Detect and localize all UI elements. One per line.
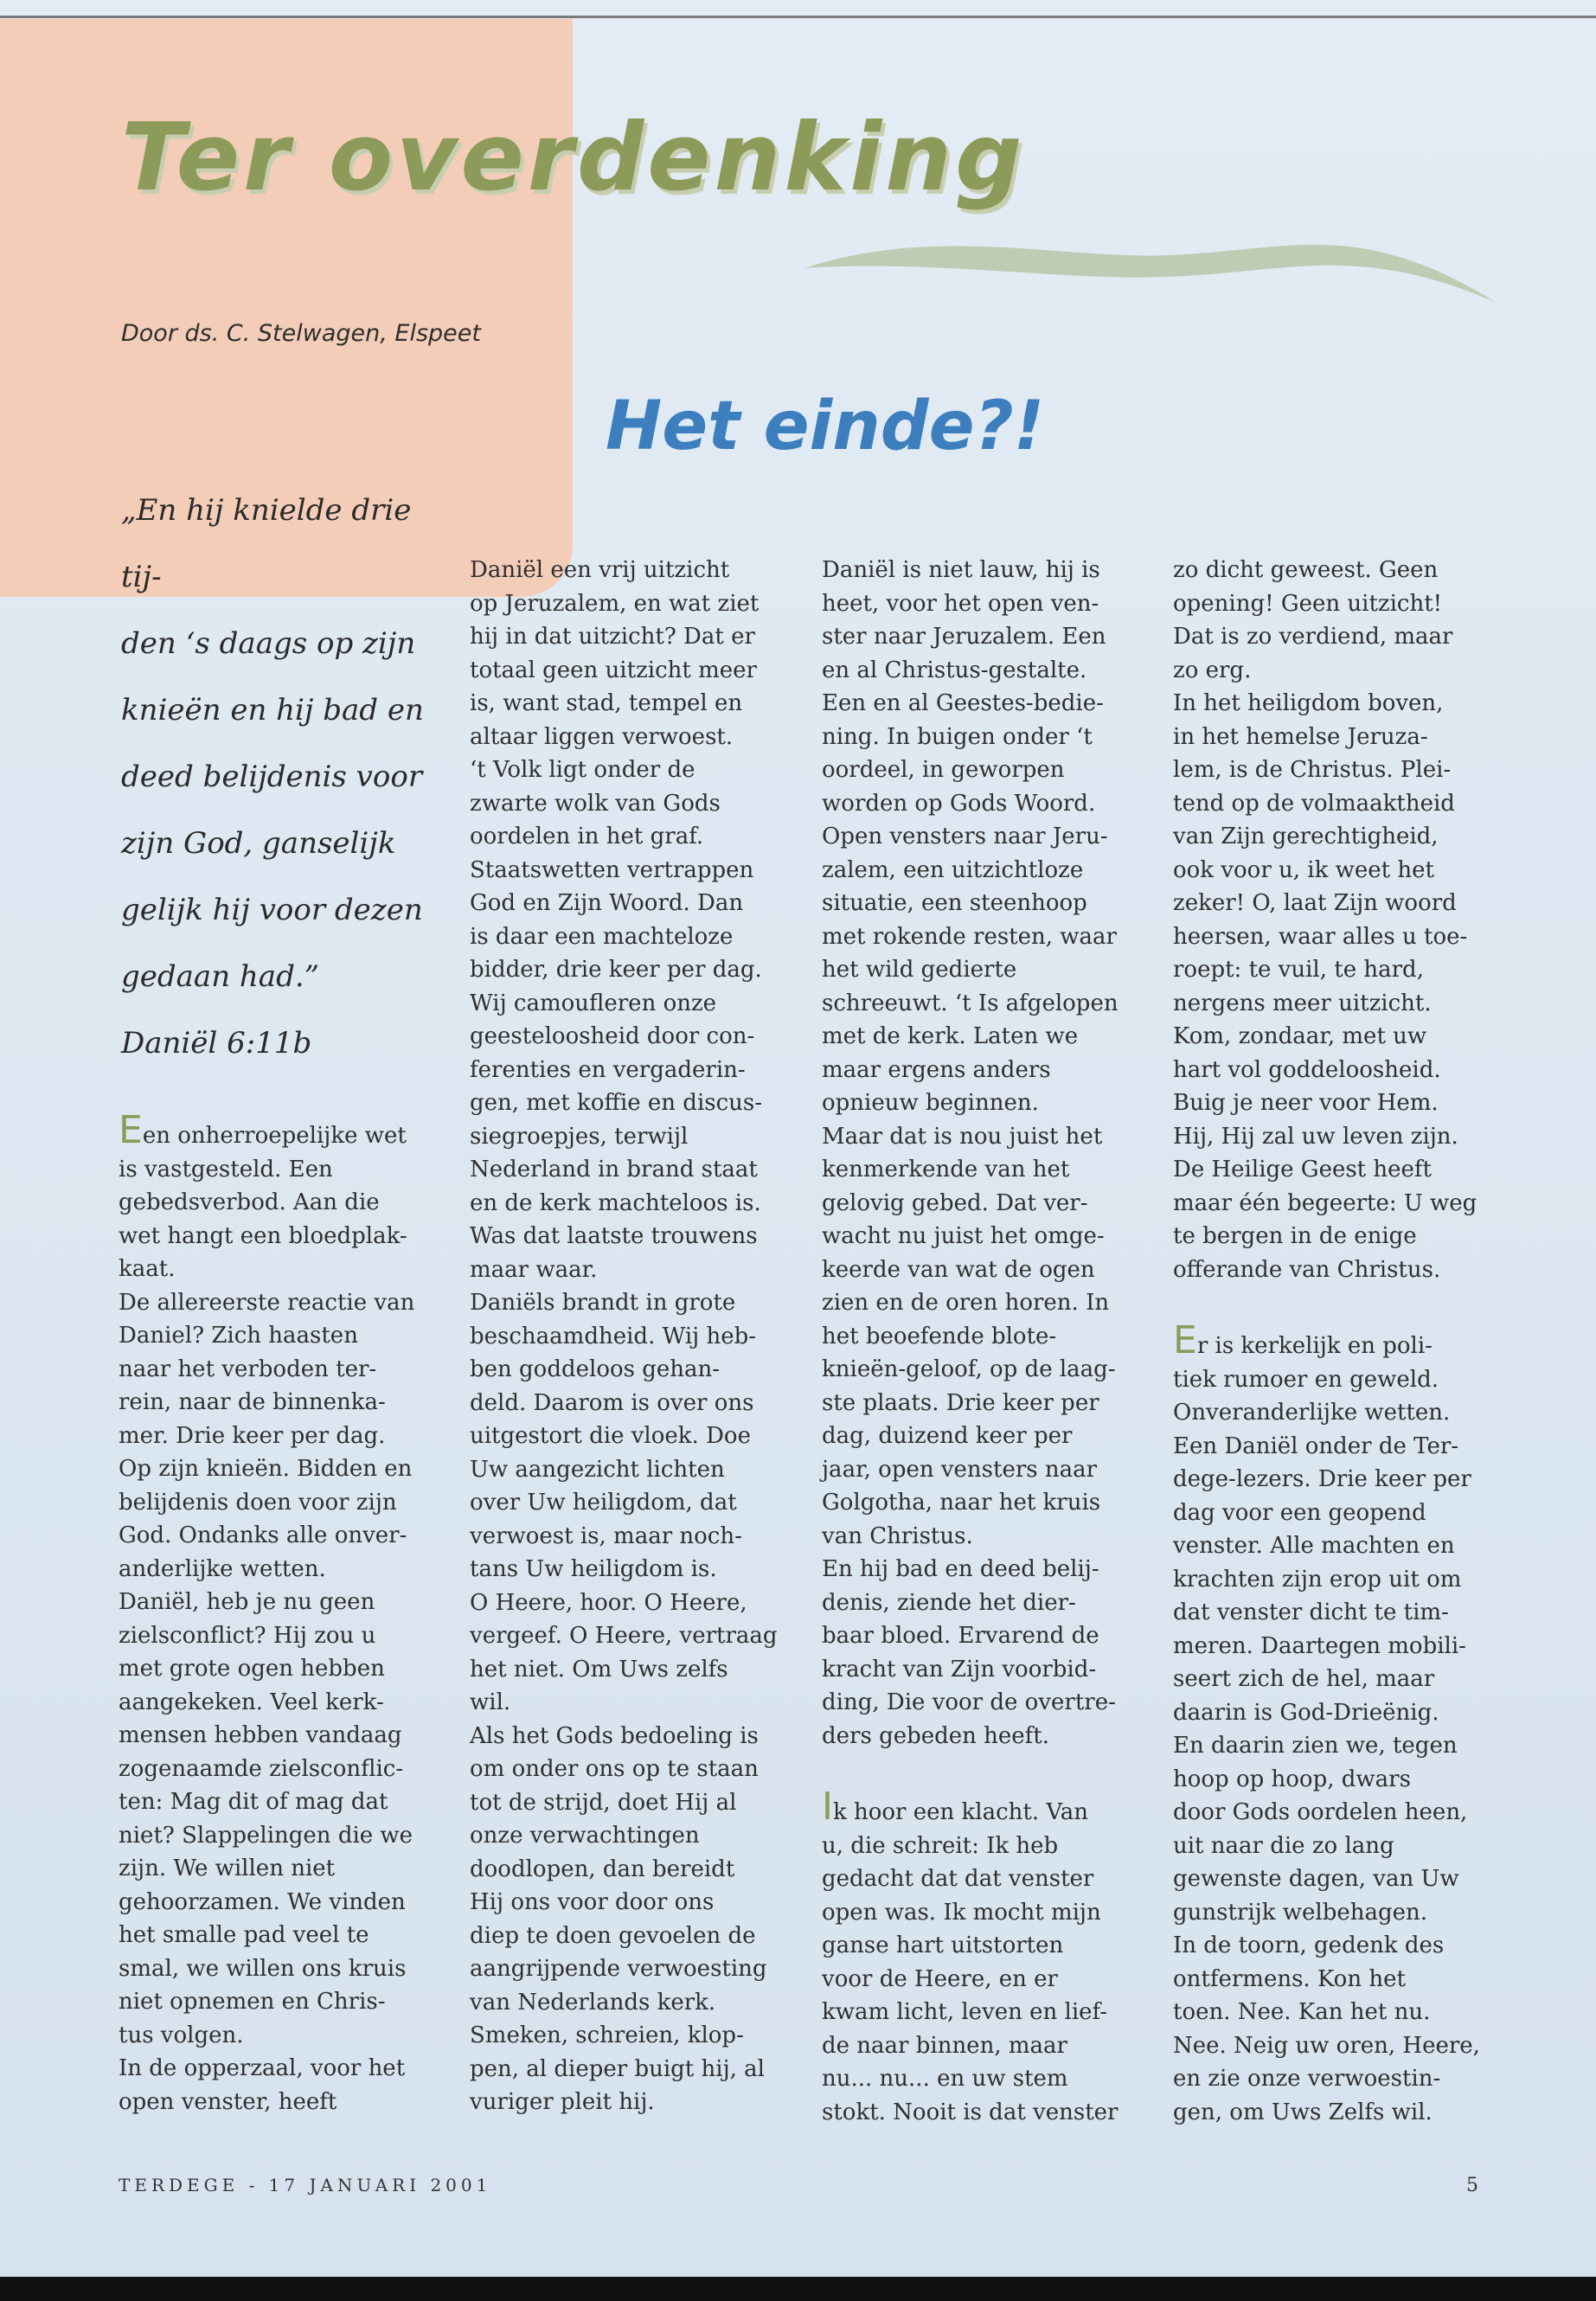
text-line: Daniel? Zich haasten [119,1323,358,1349]
text-line: zo erg. [1173,657,1252,683]
text-line: gen, om Uws Zelfs wil. [1173,2099,1433,2125]
text-line: deld. Daarom is over ons [470,1389,754,1416]
text-line: niet? Slappelingen die we [119,1822,413,1849]
drop-cap: E [119,1108,143,1152]
text-line: Een en al Geestes-bedie- [822,690,1104,716]
page-number: 5 [1466,2175,1478,2196]
text-line: kenmerkende van het [822,1157,1070,1183]
text-line: Dat is zo verdiend, maar [1173,624,1453,650]
text-line: vuriger pleit hij. [470,2089,655,2115]
text-column-1 [119,1108,445,2118]
line-group [822,1830,1149,2130]
text-line: tans Uw heiligdom is. [470,1556,717,1582]
text-line: Uw aangezicht lichten [470,1456,725,1483]
text-line: lem, is de Christus. Plei- [1173,757,1452,783]
text-line: toen. Nee. Kan het nu. [1173,1999,1431,2025]
text-line: ders gebeden heeft. [822,1722,1050,1749]
text-line: situatie, een steenhoop [822,890,1087,916]
line-group [119,1153,445,2119]
text-line: siegroepjes, terwijl [470,1123,689,1150]
text-line: worden op Gods Woord. [822,790,1096,817]
text-line: ning. In buigen onder ‘t [822,723,1093,750]
text-line: bidder, drie keer per dag. [470,957,762,983]
text-line: stokt. Nooit is dat venster [822,2099,1118,2125]
text-line: van Zijn gerechtigheid, [1173,824,1439,849]
text-line: nergens meer uitzicht. [1173,990,1432,1016]
article-title: Het einde?! [606,388,1045,465]
text-line: over Uw heiligdom, dat [470,1490,737,1516]
text-line: naar het verboden ter- [119,1356,377,1382]
text-line: van Christus. [822,1522,973,1549]
text-line: kracht van Zijn voorbid- [822,1656,1097,1682]
text-line: Hij ons voor door ons [470,1889,715,1915]
text-line: in het hemelse Jeruza- [1173,723,1428,750]
text-line: heersen, waar alles u toe- [1173,923,1468,950]
text-line: ten: Mag dit of mag dat [119,1789,388,1815]
text-line: onze verwachtingen [470,1823,700,1849]
text-line: daarin is God-Drieënig. [1173,1699,1439,1726]
text-line: zeker! O, laat Zijn woord [1173,890,1457,916]
text-line: seert zich de hel, maar [1173,1666,1435,1692]
text-line: Daniël, heb je nu geen [119,1589,375,1615]
text-line [119,1108,445,1153]
text-line: Daniëls brandt in grote [470,1290,736,1316]
text-line: maar ergens anders [822,1056,1051,1083]
text-line: anderlijke wetten. [119,1555,326,1582]
text-line: knieën-geloof, op de laag- [822,1356,1116,1382]
text-line: Golgotha, naar het kruis [822,1490,1101,1516]
text-line: maar één begeerte: U weg [1173,1189,1477,1216]
text-line: Open vensters naar Jeru- [822,824,1108,849]
text-line: ding, Die voor de overtre- [822,1689,1116,1715]
text-line [1173,1318,1500,1363]
text-line: En hij bad en deed belij- [822,1556,1099,1582]
text-line: zien en de oren horen. In [822,1290,1110,1316]
text-line: God. Ondanks alle onver- [119,1522,407,1548]
quote-line: gedaan had.” [121,959,320,994]
text-line: schreeuwt. ‘t Is afgelopen [822,990,1118,1016]
top-rule [0,16,1596,18]
text-line: u, die schreit: Ik heb [822,1832,1059,1859]
text-line: ster naar Jeruzalem. Een [822,624,1106,650]
text-line: tiek rumoer en geweld. [1173,1366,1439,1393]
text-line: En daarin zien we, tegen [1173,1733,1458,1759]
text-line: Buig je neer voor Hem. [1173,1090,1439,1116]
text-line: ontfermens. Kon het [1173,1965,1406,1992]
quote-line: „En hij knielde drie tij- [121,493,412,594]
text-line: om onder ons op te staan [470,1756,759,1782]
text-line: en de kerk machteloos is. [470,1189,761,1216]
text-line: open venster, heeft [119,2088,337,2115]
text-line: zo dicht geweest. Geen [1173,557,1439,583]
text-line: totaal geen uitzicht meer [470,657,757,683]
text-line: door Gods oordelen heen, [1173,1799,1468,1825]
text-line: jaar, open vensters naar [822,1456,1098,1483]
footer-publication: TERDEGE - 17 JANUARI 2001 [119,2175,492,2195]
text-line: keerde van wat de ogen [822,1256,1095,1283]
text-line: kwam licht, leven en lief- [822,1999,1108,2025]
text-line: met grote ogen hebben [119,1656,385,1682]
scripture-quote [121,478,441,1077]
text-line: uitgestort die vloek. Doe [470,1423,751,1449]
text-line: hart vol goddeloosheid. [1173,1056,1441,1083]
text-line: ganse hart uitstorten [822,1932,1064,1958]
text-line: is vastgesteld. Een [119,1156,333,1183]
text-column-4 [1173,554,1500,2129]
text-line: roept: te vuil, te hard, [1173,957,1424,983]
text-line: belijdenis doen voor zijn [119,1489,397,1516]
text-line: het niet. Om Uws zelfs [470,1656,728,1682]
text-line: O Heere, hoor. O Heere, [470,1589,747,1616]
line-group [822,554,1149,1753]
text-line: is daar een machteloze [470,923,734,950]
text-line: In de opperzaal, voor het [119,2055,406,2081]
text-line: Nee. Neig uw oren, Heere, [1173,2032,1480,2059]
text-line: krachten zijn erop uit om [1173,1566,1462,1593]
text-line: maar waar. [470,1256,598,1283]
byline: Door ds. C. Stelwagen, Elspeet [121,320,481,347]
text-line: aangrijpende verwoesting [470,1956,767,1982]
text-line: het wild gedierte [822,957,1017,983]
drop-cap: I [822,1785,833,1829]
paragraph-gap [822,1753,1149,1791]
quote-line: gelijk hij voor dezen [121,893,423,927]
text-line: zalem, een uitzichtloze [822,856,1084,883]
text-line: tot de strijd, doet Hij al [470,1789,737,1816]
text-line: opnieuw beginnen. [822,1090,1039,1116]
text-line: van Nederlands kerk. [470,1989,716,2016]
text-line: Staatswetten vertrappen [470,856,754,883]
text-line: Was dat laatste trouwens [470,1223,758,1249]
text-line: het smalle pad veel te [119,1922,369,1948]
text-line: meren. Daartegen mobili- [1173,1632,1466,1659]
text-line: is, want stad, tempel en [470,690,743,716]
text-line: In de toorn, gedenk des [1173,1932,1445,1958]
text-line: het beoefende blote- [822,1323,1057,1349]
text-line: God en Zijn Woord. Dan [470,890,744,916]
text-line: zijn. We willen niet [119,1856,336,1881]
text-line: baar bloed. Ervarend de [822,1623,1099,1649]
text-line: dag voor een geopend [1173,1499,1426,1526]
text-line: Hij, Hij zal uw leven zijn. [1173,1123,1458,1150]
text-line: offerande van Christus. [1173,1256,1441,1283]
text-line: nu... nu... en uw stem [822,2066,1068,2092]
quote-line: zijn God, ganselijk [121,826,396,861]
text-line: beschaamdheid. Wij heb- [470,1323,757,1349]
text-line: Wij camoufleren onze [470,990,717,1016]
text-line: verwoest is, maar noch- [470,1522,742,1549]
text-column-3 [822,554,1149,2129]
text-line: met de kerk. Laten we [822,1023,1079,1049]
line-group [1173,554,1500,1286]
text-line: gunstrijk welbehagen. [1173,1899,1428,1926]
text-line: gelovig gebed. Dat ver- [822,1189,1088,1216]
text-line: dat venster dicht te tim- [1173,1599,1449,1625]
text-line: mensen hebben vandaag [119,1722,402,1748]
text-line: aangekeken. Veel kerk- [119,1689,384,1715]
text-line: Daniël is niet lauw, hij is [822,557,1100,583]
text-line: Nederland in brand staat [470,1157,758,1183]
text-line: venster. Alle machten en [1173,1533,1455,1559]
text-line: met rokende resten, waar [822,923,1117,950]
text-line: tend op de volmaaktheid [1173,790,1455,817]
text-line [822,1785,1149,1830]
text-line: doodlopen, dan bereidt [470,1856,735,1882]
text-line: wil. [470,1689,511,1715]
text-line: vergeef. O Heere, vertraag [470,1623,778,1649]
quote-line: deed belijdenis voor [121,760,423,794]
drop-cap: E [1173,1318,1197,1362]
text-line: heet, voor het open ven- [822,590,1099,617]
line-group [470,554,797,2119]
quote-line: den ‘s daags op zijn [121,626,416,661]
text-line: In het heiligdom boven, [1173,690,1444,716]
text-line: en zie onze verwoestin- [1173,2066,1441,2092]
text-line: rein, naar de binnenka- [119,1389,386,1415]
text-line: te bergen in de enige [1173,1223,1417,1249]
section-title: Ter overdenking [121,104,1026,212]
text-line: ‘t Volk ligt onder de [470,757,695,783]
text-line: wet hangt een bloedplak- [119,1222,407,1249]
text-line: ste plaats. Drie keer per [822,1389,1099,1416]
text-line: gehoorzamen. We vinden [119,1888,406,1915]
text-line: oordelen in het graf. [470,824,704,849]
text-line: en al Christus-gestalte. [822,657,1087,683]
text-line: smal, we willen ons kruis [119,1955,407,1982]
text-line: gen, met koffie en discus- [470,1090,763,1116]
text-line: hij in dat uitzicht? Dat er [470,624,755,650]
text-line: wacht nu juist het omge- [822,1223,1105,1249]
text-line: uit naar die zo lang [1173,1832,1394,1859]
decorative-swoosh [804,208,1497,329]
text-line: de naar binnen, maar [822,2032,1067,2059]
text-line: Smeken, schreien, klop- [470,2022,744,2048]
text-line: mer. Drie keer per dag. [119,1422,386,1449]
text-line: Daniël een vrij uitzicht [470,557,730,583]
text-line-start: en onherroepelijke wet [142,1123,407,1149]
text-line: zogenaamde zielsconflic- [119,1755,404,1782]
text-line: op Jeruzalem, en wat ziet [470,590,760,617]
text-line: De allereerste reactie van [119,1289,415,1316]
line-group [1173,1363,1500,2130]
text-line: open was. Ik mocht mijn [822,1899,1101,1926]
text-line: dege-lezers. Drie keer per [1173,1466,1471,1492]
text-line: denis, ziende het dier- [822,1589,1076,1616]
text-line-start: r is kerkelijk en poli- [1196,1333,1433,1359]
text-line: altaar liggen verwoest. [470,723,734,750]
text-line: dag, duizend keer per [822,1423,1073,1449]
quote-reference: Daniël 6:11b [121,1026,312,1061]
bottom-rule [0,2277,1596,2301]
text-line: voor de Heere, en er [822,1965,1058,1992]
text-line: gewenste dagen, van Uw [1173,1866,1459,1892]
text-line: Kom, zondaar, met uw [1173,1023,1427,1049]
text-line: ferenties en vergaderin- [470,1056,746,1083]
text-line: diep te doen gevoelen de [470,1922,756,1949]
text-line: tus volgen. [119,2022,244,2048]
text-column-2 [470,554,797,2119]
text-line: hoop op hoop, dwars [1173,1766,1411,1792]
paragraph-gap [1173,1286,1500,1324]
text-line: ben goddeloos gehan- [470,1356,721,1382]
text-line-start: k hoor een klacht. Van [832,1799,1089,1825]
text-line: kaat. [119,1256,176,1282]
text-line: geesteloosheid door con- [470,1023,755,1049]
text-line: gebedsverbod. Aan die [119,1189,380,1215]
text-line: niet opnemen en Chris- [119,1989,386,2015]
text-line: zwarte wolk van Gods [470,790,721,817]
text-line: oordeel, in geworpen [822,757,1065,783]
text-line: Maar dat is nou juist het [822,1123,1103,1150]
text-line: De Heilige Geest heeft [1173,1157,1432,1183]
text-line: zielsconflict? Hij zou u [119,1622,376,1649]
text-line: pen, al dieper buigt hij, al [470,2055,765,2082]
text-line: opening! Geen uitzicht! [1173,590,1443,617]
text-line: Onveranderlijke wetten. [1173,1400,1451,1426]
text-line: Als het Gods bedoeling is [470,1722,759,1749]
text-line: Een Daniël onder de Ter- [1173,1433,1459,1459]
text-line: gedacht dat dat venster [822,1866,1094,1892]
text-line: ook voor u, ik weet het [1173,856,1434,883]
quote-line: knieën en hij bad en [121,693,424,727]
text-line: Op zijn knieën. Bidden en [119,1456,413,1482]
